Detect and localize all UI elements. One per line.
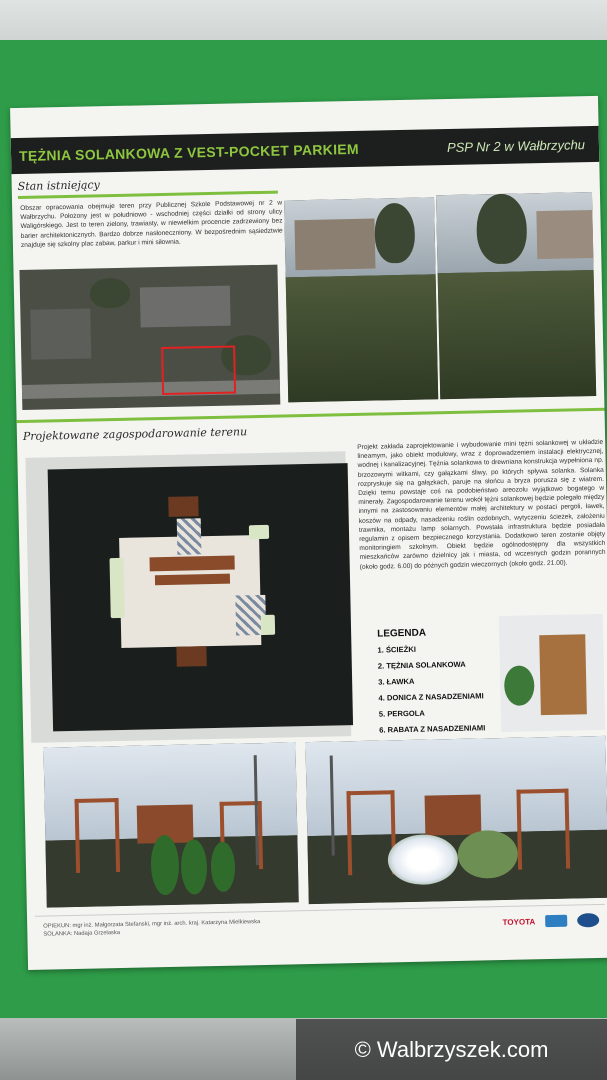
legend-item: 6. RABATA Z NASADZENIAMI bbox=[379, 723, 486, 735]
legend-item: 4. DONICA Z NASADZENIAMI bbox=[378, 691, 484, 703]
photo-grass bbox=[438, 270, 597, 400]
section-existing-label: Stan istniejący bbox=[17, 178, 100, 194]
aerial-road bbox=[22, 380, 280, 399]
site-marker bbox=[161, 345, 236, 395]
poster-title: TĘŻNIA SOLANKOWA Z VEST-POCKET PARKIEM bbox=[18, 140, 360, 164]
credits-line: SOLANKA: Nadaja Grzelaska bbox=[43, 930, 121, 938]
plan-planter bbox=[249, 525, 269, 539]
plan-brine-tower bbox=[150, 556, 235, 572]
poster bbox=[10, 96, 607, 970]
plan-bench bbox=[155, 574, 230, 586]
legend-item: 1. ŚCIEŻKI bbox=[377, 644, 416, 655]
render-tree bbox=[504, 665, 535, 706]
plan-path bbox=[177, 518, 202, 554]
visualization-2 bbox=[305, 736, 607, 904]
legend-title: LEGENDA bbox=[377, 627, 427, 640]
photo-building bbox=[536, 210, 593, 259]
photo-tree bbox=[476, 193, 527, 264]
site-photo-1 bbox=[284, 197, 438, 402]
tower-render bbox=[499, 614, 605, 732]
plan-background bbox=[48, 463, 353, 731]
legend-item: 3. ŁAWKA bbox=[378, 676, 415, 687]
aerial-tree bbox=[90, 278, 131, 309]
credits-line: OPIEKUN: mgr inż. Małgorzata Stefanski, mgr inż. arch. kraj. Katarzyna Mielkiewska bbox=[43, 919, 261, 930]
sponsor-logos bbox=[502, 913, 599, 929]
render-pergola bbox=[516, 789, 570, 870]
sponsor-logo-icon bbox=[577, 913, 599, 927]
render-brine-tower bbox=[425, 794, 482, 835]
toyota-logo: TOYOTA bbox=[502, 916, 536, 927]
watermark: © Walbrzyszek.com bbox=[296, 1019, 607, 1080]
sponsor-logo-icon bbox=[545, 915, 567, 927]
photo-tree bbox=[374, 203, 415, 264]
credits bbox=[43, 916, 343, 938]
poster-header bbox=[11, 126, 600, 174]
existing-description: Obszar opracowania obejmuje teren przy Publicznej Szkole Podstawowej nr 2 w Wałbrzychu. Położony jest w południowo - wschodniej części działki od strony ulicy Waligórskiego. Jest to teren zielony, trawiasty, w niewielkim procencie zadrzewiony bez barier architektonicznych. Bardzo dobrze nasłoneczniony. W bezpośrednim sąsiedztwie znajduje się szkolny plac zabaw, parkur i mini siłownia. bbox=[20, 199, 283, 249]
section-planned-label: Projektowane zagospodarowanie terenu bbox=[22, 425, 248, 443]
aerial-photo bbox=[19, 265, 280, 410]
visualization-1 bbox=[43, 742, 298, 907]
site-plan bbox=[25, 451, 351, 743]
brine-tower-model bbox=[539, 634, 587, 715]
site-photo-2 bbox=[436, 192, 596, 399]
photo-building bbox=[294, 219, 375, 271]
aerial-roof bbox=[30, 309, 91, 360]
plan-planter bbox=[110, 558, 125, 618]
legend-item: 5. PERGOLA bbox=[378, 708, 425, 719]
plan-pergola bbox=[176, 646, 206, 667]
plan-planter bbox=[261, 615, 275, 635]
poster-footer bbox=[35, 904, 606, 957]
school-name: PSP Nr 2 w Wałbrzychu bbox=[446, 136, 586, 155]
photo-grass bbox=[286, 274, 439, 402]
aerial-roof bbox=[140, 286, 231, 328]
rule-planned bbox=[17, 408, 605, 423]
legend-item: 2. TĘŻNIA SOLANKOWA bbox=[377, 659, 466, 671]
plan-pergola bbox=[168, 496, 198, 517]
render-pergola bbox=[75, 798, 121, 873]
planned-description: Projekt zakłada zaprojektowanie i wybudowanie mini tężni solankowej w układzie lineamym, jako obiekt modułowy, wraz z doprowadzeniem instalacji elektrycznej, wodnej i kanalizacyjnej. Tężnia solankowa to drewniana konstrukcja wypełniona np. brzozowymi witkami, czy gałązkami śliwy, po których spływa solanka. Solanka rozpryskuje się na gałązkach, paruje na słońcu a bryza porusza się z wiatrem. Dzięki temu powstaje coś na podobieństwo areozolu wyjątkowo bogatego w minerały. Zagospodarowanie terenu wokół tężni solankowej będzie polegało między innymi na zastosowaniu elementów małej architektury w postaci pergoli, ławek, koszów na odpady, nasadzeniu roślin ozdobnych, wytyczeniu ścieżek, założeniu trawnika, montażu lamp solarnych. Powstała infrastruktura będzie posiadała regulamin z opisem bezpiecznego korzystania. Dodatkowo teren zostanie objęty monitoringiem szkolnym. Obiekt będzie ogólnodostępny dla wszystkich mieszkańców zarówno dzielnicy jak i miasta, od wczesnych godzin porannych (około godz. 6.00) do późnych godzin wieczornych (około godz. 21.00). bbox=[357, 438, 606, 571]
